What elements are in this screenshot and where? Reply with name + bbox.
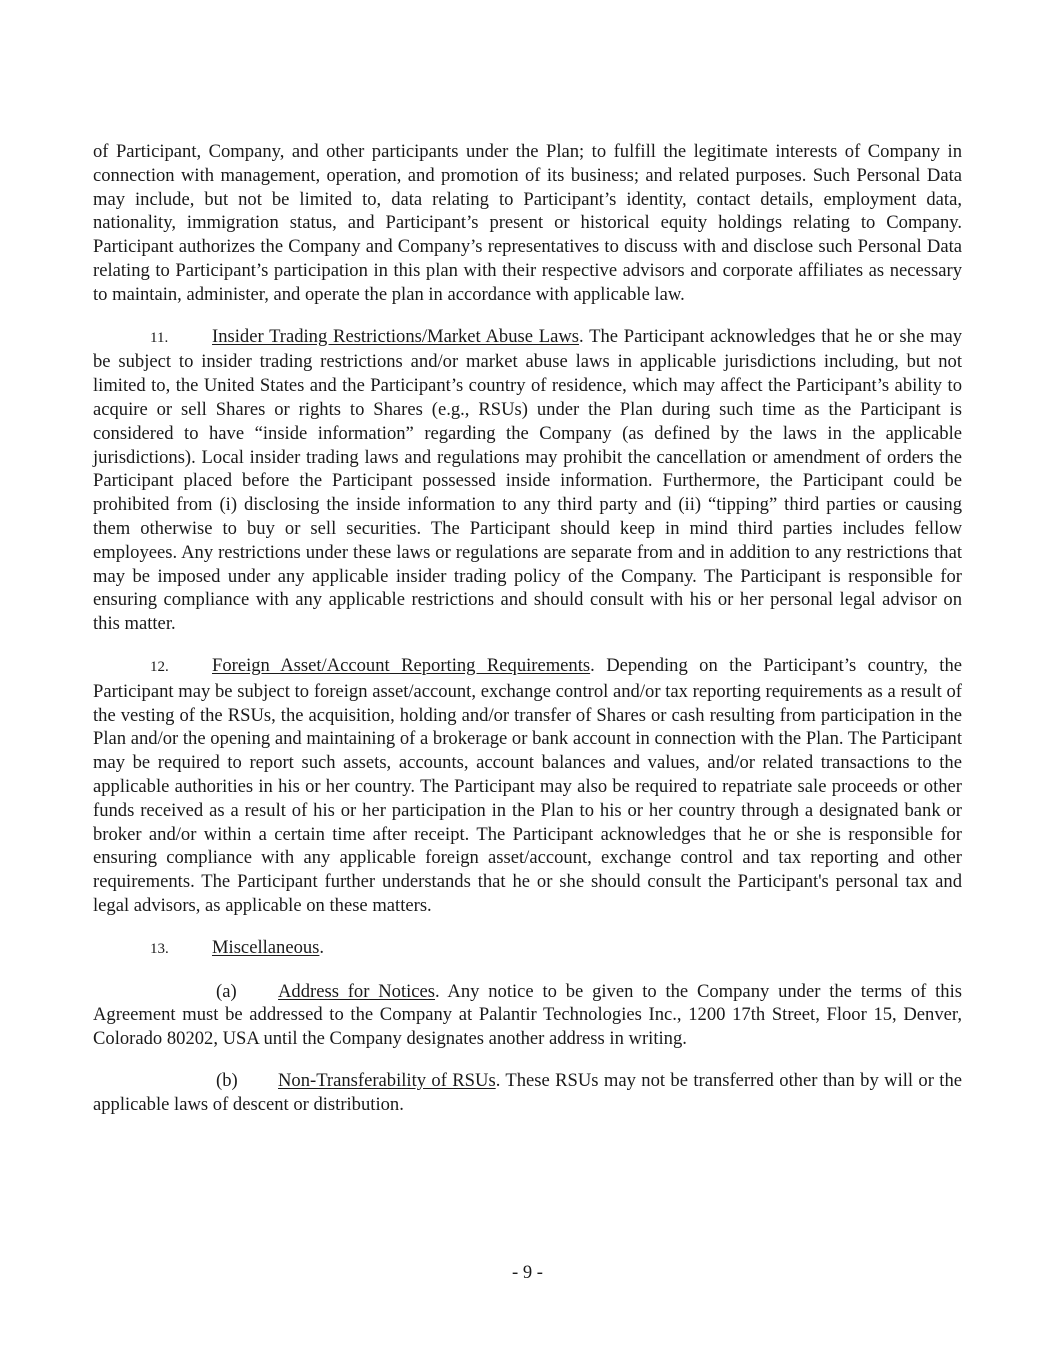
subsection-number: (a) [216, 980, 237, 1002]
page-number: - 9 - [512, 1262, 543, 1283]
section-heading: Insider Trading Restrictions/Market Abuse Laws [212, 325, 580, 347]
section-body: . The Participant acknowledges that he or she may be subject to insider trading restrictions and/or market abuse laws in applicable jurisdictions including, but not limited to, the United States and the Participant’s country of residence, which may affect the Participant’s ability to acquire or sell Shares or rights to Shares (e.g., RSUs) under the Plan during such time as the Participant is considered to have “inside information” regarding the Company (as defined by the laws in the applicable jurisdictions). Local insider trading laws and regulations may prohibit the cancellation or amendment of orders the Participant placed before the Participant possessed inside information. Furthermore, the Participant could be prohibited from (i) disclosing the inside information to any third party and (ii) “tipping” third parties or causing them otherwise to buy or sell securities. The Participant should keep in mind third parties includes fellow employees. Any restrictions under these laws or regulations are separate from and in addition to any restrictions that may be imposed under any applicable insider trading policy of the Company. The Participant is responsible for ensuring compliance with any applicable restrictions and should consult with his or her personal legal advisor on this matter. [93, 325, 962, 635]
section-body: . Depending on the Participant’s country, the Participant may be subject to foreign asset/account, exchange control and/or tax reporting requirements as a result of the vesting of the RSUs, the acquisition, holding and/or transfer of Shares or cash resulting from participation in the Plan and/or the opening and maintaining of a brokerage or bank account in connection with the Plan. The Participant may be required to report such assets, accounts, account balances and values, and/or related transactions to the applicable authorities in his or her country. The Participant may also be required to repatriate sale proceeds or other funds received as a result of his or her participation in the Plan to his or her country through a designated bank or broker and/or within a certain time after receipt. The Participant acknowledges that he or she is responsible for ensuring compliance with any applicable foreign asset/account, exchange control and tax reporting and other requirements. The Participant further understands that he or she should consult the Participant's personal tax and legal advisors, as applicable on these matters. [93, 654, 962, 916]
section-number: 13. [150, 940, 169, 957]
subsection-body: . These RSUs may not be transferred other than by will or the applicable laws of descent or distribution. [93, 1069, 963, 1115]
section-13 [93, 936, 962, 962]
section-body: . [319, 936, 325, 958]
document-page [93, 140, 962, 1134]
subsection-a [93, 980, 962, 1051]
section-heading: Miscellaneous [212, 936, 320, 958]
section-number: 12. [150, 658, 169, 675]
section-12 [93, 654, 962, 918]
section-number: 11. [150, 329, 169, 346]
subsection-heading: Non-Transferability of RSUs [278, 1069, 496, 1091]
subsection-heading: Address for Notices [278, 980, 436, 1002]
subsection-b [93, 1069, 962, 1117]
subsection-number: (b) [216, 1069, 238, 1091]
intro-paragraph: of Participant, Company, and other participants under the Plan; to fulfill the legitimate interests of Company in connection with management, operation, and promotion of its business; and related purposes. Such Personal Data may include, but not be limited to, data relating to Participant’s identity, contact details, employment data, nationality, immigration status, and Participant’s present or historical equity holdings relating to Company. Participant authorizes the Company and Company’s representatives to discuss with and disclose such Personal Data relating to Participant’s participation in this plan with their respective advisors and corporate affiliates as necessary to maintain, administer, and operate the plan in accordance with applicable law. [93, 141, 962, 305]
subsection-body: . Any notice to be given to the Company under the terms of this Agreement must be addressed to the Company at Palantir Technologies Inc., 1200 17th Street, Floor 15, Denver, Colorado 80202, USA until the Company designates another address in writing. [93, 980, 962, 1050]
section-heading: Foreign Asset/Account Reporting Requirements [212, 654, 591, 676]
section-11 [93, 325, 962, 636]
